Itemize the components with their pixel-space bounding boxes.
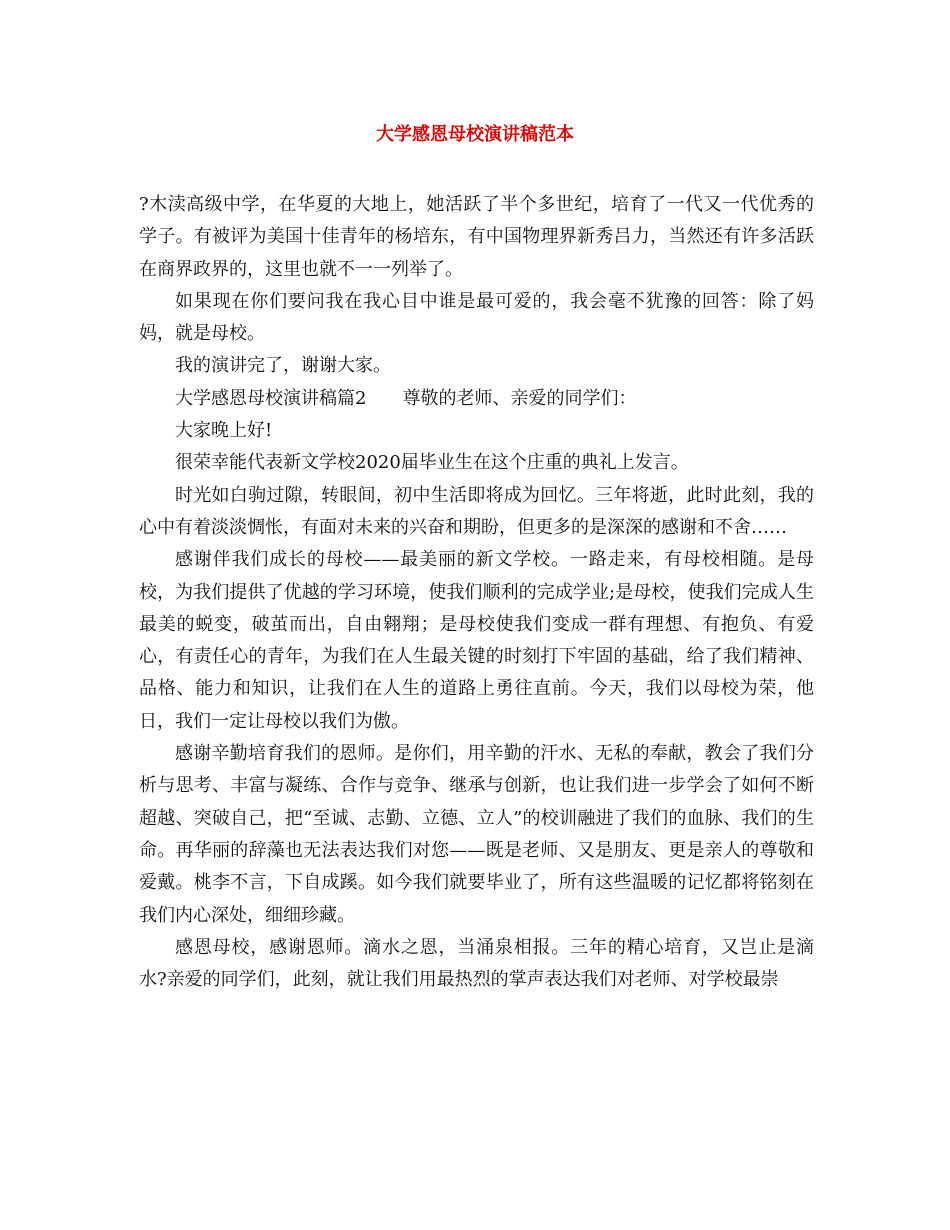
paragraph: 感谢伴我们成长的母校——最美丽的新文学校。一路走来，有母校相随。是母校，为我们提供了优越的学习环境，使我们顺利的完成学业;是母校，使我们完成人生最美的蜕变，破茧而出，自由翱翔；是母校使我们变成一群有理想、有抱负、有爱心，有责任心的青年，为我们在人生最关键的时刻打下牢固的基础，给了我们精神、品格、能力和知识，让我们在人生的道路上勇往直前。今天，我们以母校为荣，他日，我们一定让母校以我们为傲。 <box>139 549 814 732</box>
paragraph: 我的演讲完了，谢谢大家。 <box>175 355 391 377</box>
document-body <box>139 189 814 996</box>
paragraph: 感谢辛勤培育我们的恩师。是你们，用辛勤的汗水、无私的奉献，教会了我们分析与思考、丰富与凝练、合作与竞争、继承与创新，也让我们进一步学会了如何不断超越、突破自己，把“至诚、志勤、立德、立人”的校训融进了我们的血脉、我们的生命。再华丽的辞藻也无法表达我们对您——既是老师、又是朋友、更是亲人的尊敬和爱戴。桃李不言，下自成蹊。如今我们就要毕业了，所有这些温暖的记忆都将铭刻在我们内心深处，细细珍藏。 <box>139 743 814 926</box>
paragraph: 时光如白驹过隙，转眼间，初中生活即将成为回忆。三年将逝，此时此刻，我的心中有着淡淡惆怅，有面对未来的兴奋和期盼，但更多的是深深的感谢和不舍…… <box>139 484 814 538</box>
paragraph: ?木渎高级中学，在华夏的大地上，她活跃了半个多世纪，培育了一代又一代优秀的学子。有被评为美国十佳青年的杨培东，有中国物理界新秀吕力，当然还有许多活跃在商界政界的，这里也就不一一列举了。 <box>139 194 814 280</box>
document-title: 大学感恩母校演讲稿范本 <box>376 124 574 145</box>
paragraph: 感恩母校，感谢恩师。滴水之恩，当涌泉相报。三年的精心培育，又岂止是滴水?亲爱的同学们，此刻，就让我们用最热烈的掌声表达我们对老师、对学校最崇 <box>139 936 814 991</box>
paragraph: 大家晚上好! <box>175 420 273 442</box>
paragraph: 大学感恩母校演讲稿篇2 尊敬的老师、亲爱的同学们： <box>175 387 637 409</box>
paragraph: 如果现在你们要问我在我心目中谁是最可爱的，我会毫不犹豫的回答：除了妈妈，就是母校。 <box>139 290 814 345</box>
paragraph: 很荣幸能代表新文学校2020届毕业生在这个庄重的典礼上发言。 <box>175 452 689 474</box>
